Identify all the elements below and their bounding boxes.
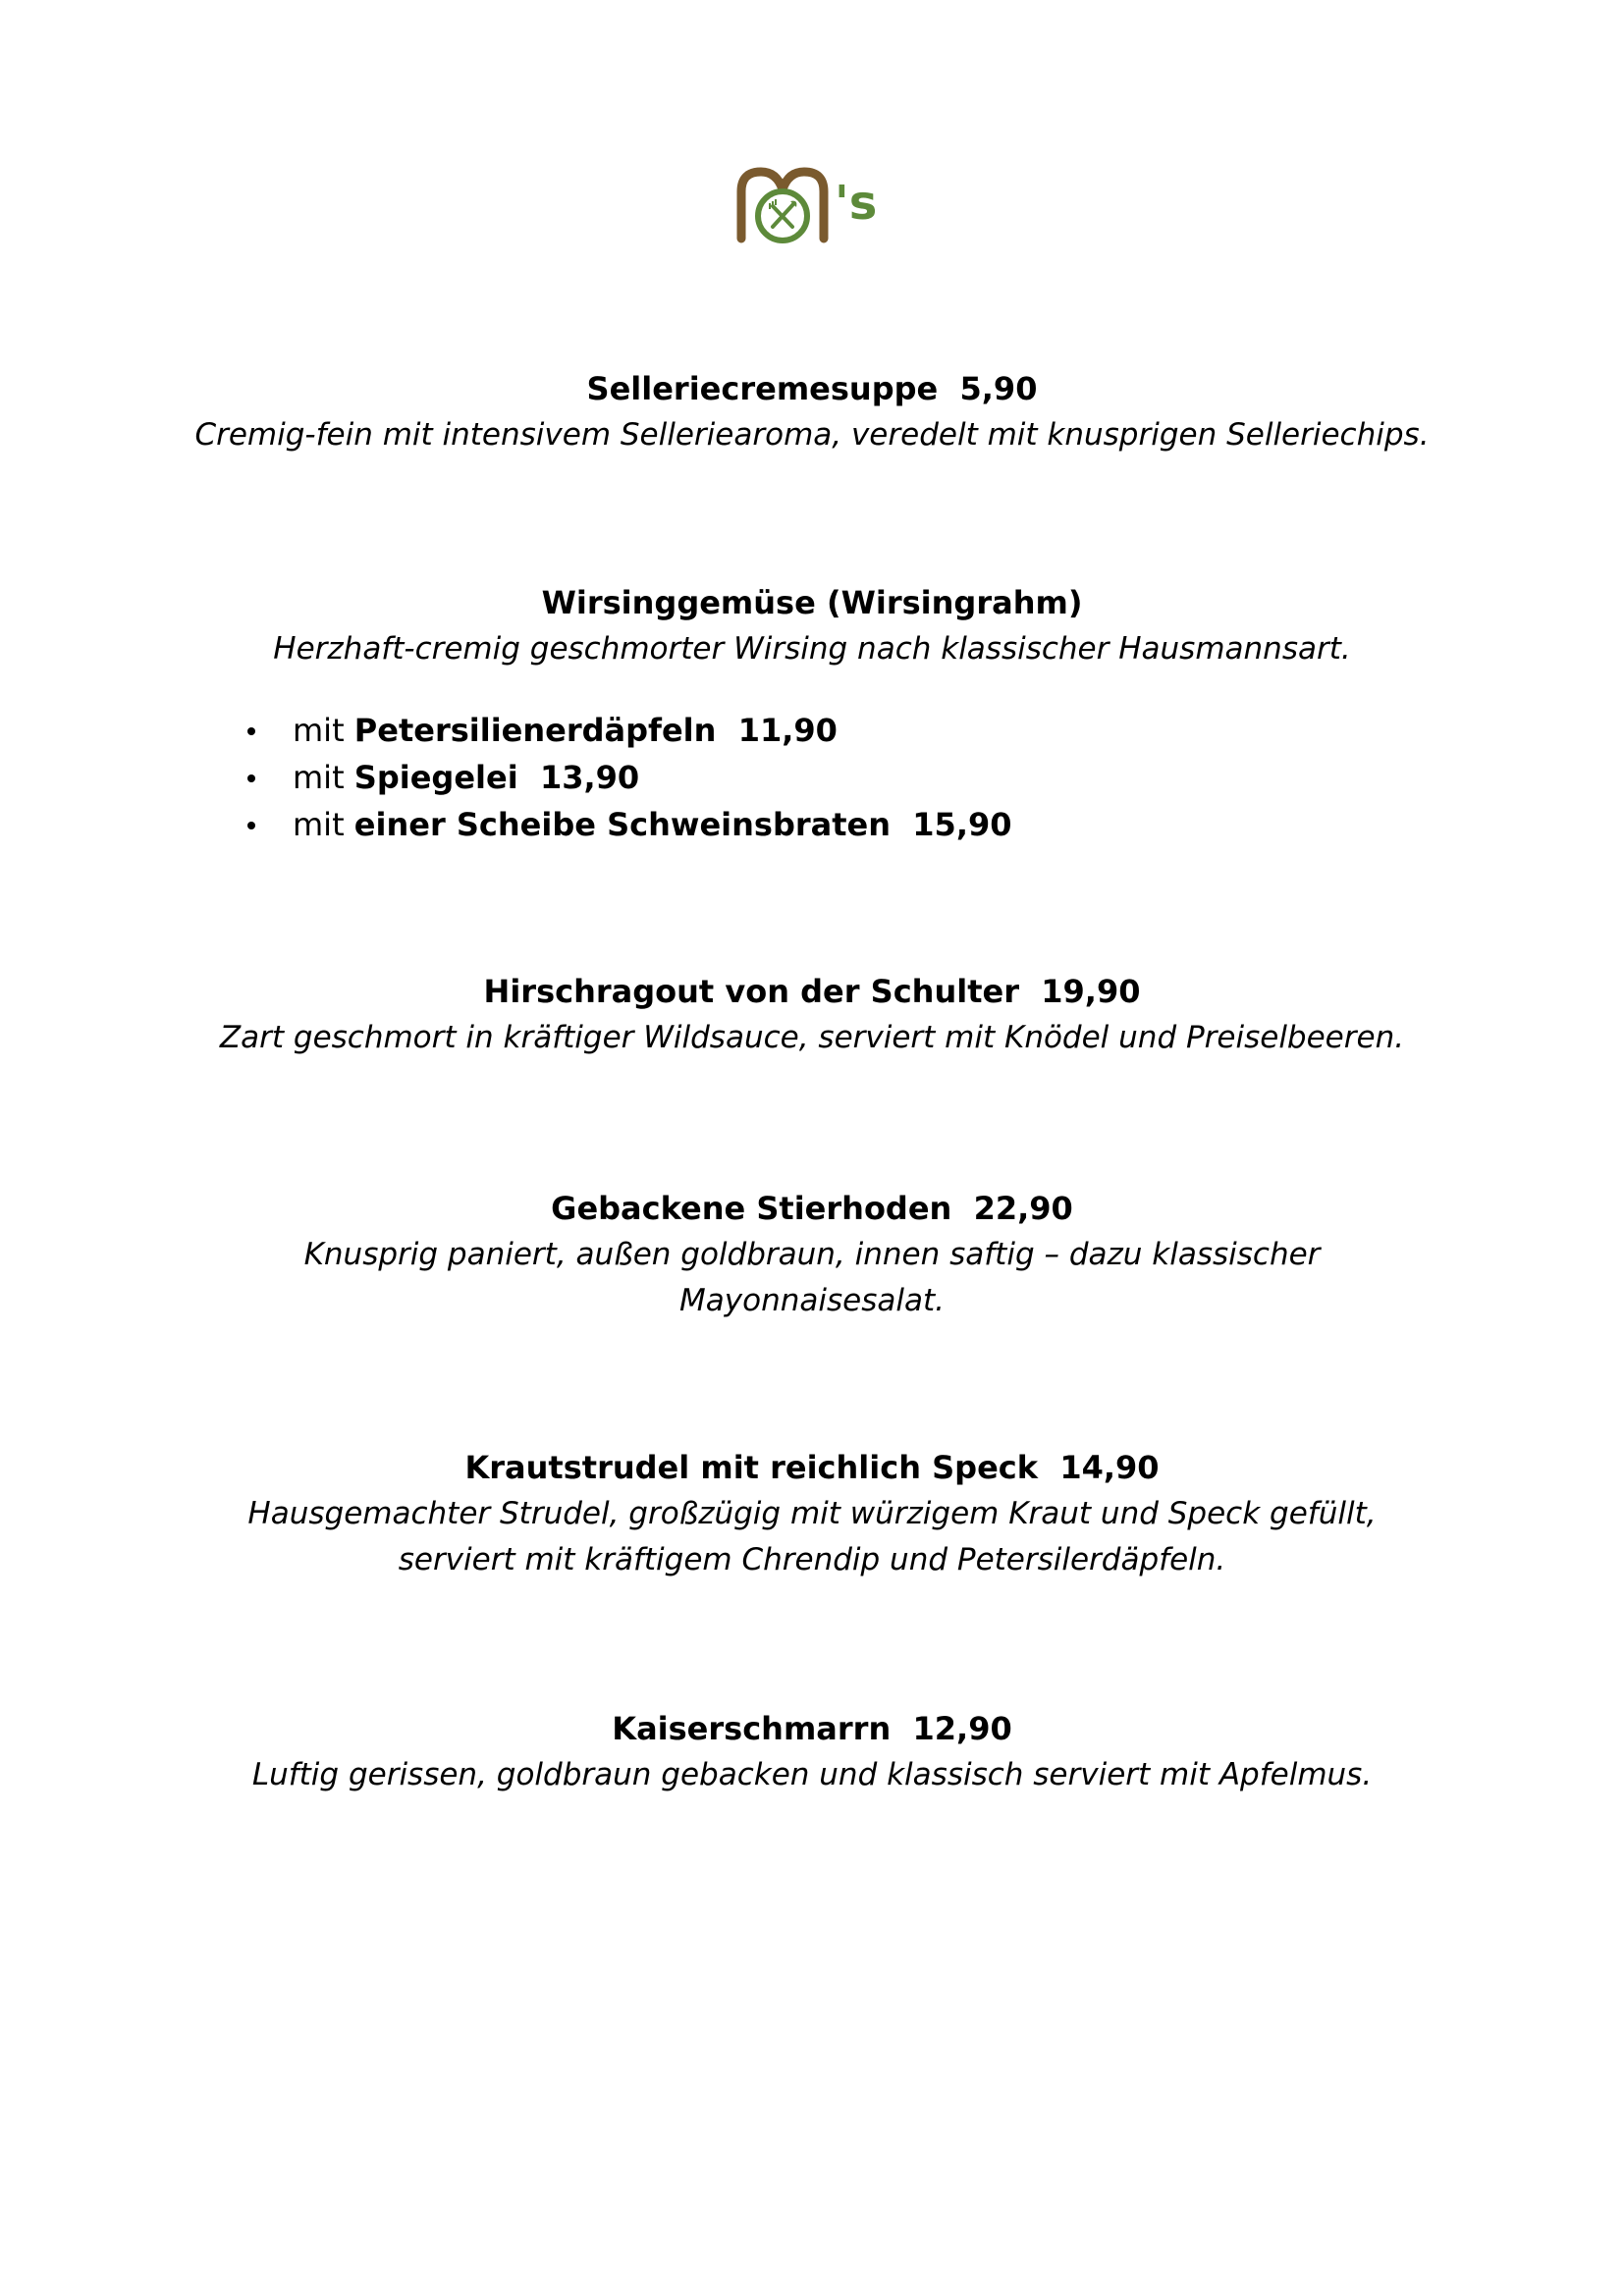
menu-item-title: Selleriecremesuppe 5,90 xyxy=(586,370,1038,407)
menu-item-description: Luftig gerissen, goldbraun gebacken und klassisch serviert mit Apfelmus. xyxy=(251,1757,1373,1792)
option-item xyxy=(241,801,1012,848)
menu-item xyxy=(0,579,1624,672)
menu-item-description: Herzhaft-cremig geschmorter Wirsing nach klassischer Hausmannsart. xyxy=(273,631,1351,667)
menu-item xyxy=(0,365,1624,458)
menu-item-title: Krautstrudel mit reichlich Speck 14,90 xyxy=(464,1449,1160,1486)
menu-item-description: Hausgemachter Strudel, großzügig mit würzigem Kraut und Speck gefüllt, xyxy=(247,1496,1377,1531)
option-name: Petersilienerdäpfeln 11,90 xyxy=(353,712,838,749)
logo-emblem xyxy=(733,162,832,250)
menu-item xyxy=(0,1444,1624,1583)
option-list xyxy=(241,707,1012,848)
option-prefix: mit xyxy=(293,712,354,749)
option-item xyxy=(241,707,1012,754)
option-item xyxy=(241,754,1012,801)
menu-item-title: Hirschragout von der Schulter 19,90 xyxy=(483,973,1141,1010)
option-prefix: mit xyxy=(293,759,354,796)
menu-item-title: Gebackene Stierhoden 22,90 xyxy=(551,1190,1073,1227)
logo-text: 's xyxy=(835,176,878,231)
menu-item-title: Kaiserschmarrn 12,90 xyxy=(612,1710,1012,1747)
option-name: einer Scheibe Schweinsbraten 15,90 xyxy=(353,806,1012,843)
option-prefix: mit xyxy=(293,806,354,843)
menu-item xyxy=(0,968,1624,1061)
menu-item-description: Cremig-fein mit intensivem Sellerieаroma, veredelt mit knusprigen Selleriechips. xyxy=(194,417,1430,453)
menu-item-description: Knusprig paniert, außen goldbraun, innen saftig – dazu klassischer xyxy=(303,1237,1321,1272)
restaurant-logo xyxy=(733,162,905,250)
option-name: Spiegelei 13,90 xyxy=(353,759,640,796)
menu-item-description: serviert mit kräftigem Chrendip und Petersilerdäpfeln. xyxy=(398,1542,1226,1577)
menu-item-title: Wirsinggemüse (Wirsingrahm) xyxy=(541,584,1083,621)
menu-item-description: Zart geschmort in kräftiger Wildsauce, serviert mit Knödel und Preiselbeeren. xyxy=(219,1020,1405,1055)
menu-item xyxy=(0,1705,1624,1798)
menu-item-description: Mayonnaisesalat. xyxy=(679,1283,945,1318)
menu-item xyxy=(0,1185,1624,1324)
